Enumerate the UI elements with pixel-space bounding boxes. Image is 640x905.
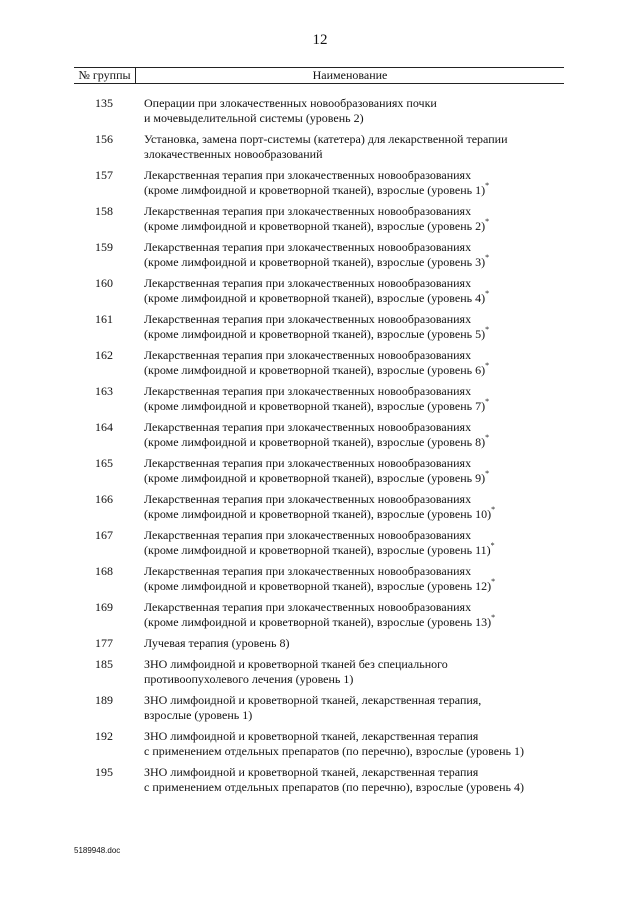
group-name xyxy=(134,384,564,414)
table-row xyxy=(74,168,564,198)
group-name-line xyxy=(144,132,564,147)
group-name-text: (кроме лимфоидной и кроветворной тканей), взрослые (уровень 9) xyxy=(144,471,486,485)
group-name-line xyxy=(144,471,564,486)
table-row xyxy=(74,132,564,162)
group-name-text: Лекарственная терапия при злокачественных новообразованиях xyxy=(144,168,472,182)
group-name-text: (кроме лимфоидной и кроветворной тканей), взрослые (уровень 12) xyxy=(144,579,492,593)
group-name-line xyxy=(144,492,564,507)
group-name-line xyxy=(144,96,564,111)
table-row xyxy=(74,528,564,558)
group-name-text: ЗНО лимфоидной и кроветворной тканей, лекарственная терапия, xyxy=(144,693,482,707)
group-name xyxy=(134,657,564,687)
table-row xyxy=(74,96,564,126)
group-name-text: с применением отдельных препаратов (по перечню), взрослые (уровень 4) xyxy=(144,780,524,794)
group-name-text: взрослые (уровень 1) xyxy=(144,708,253,722)
group-name-line xyxy=(144,744,564,759)
footnote-mark: * xyxy=(491,577,496,586)
group-name xyxy=(134,765,564,795)
table-row xyxy=(74,657,564,687)
group-number: 165 xyxy=(95,456,113,470)
group-name-text: Лекарственная терапия при злокачественных новообразованиях xyxy=(144,348,472,362)
group-name-line xyxy=(144,327,564,342)
group-name-text: Лекарственная терапия при злокачественных новообразованиях xyxy=(144,528,472,542)
group-name-line xyxy=(144,708,564,723)
group-name-text: противоопухолевого лечения (уровень 1) xyxy=(144,672,354,686)
group-number: 156 xyxy=(95,132,113,146)
table-row xyxy=(74,240,564,270)
group-name-text: Лекарственная терапия при злокачественных новообразованиях xyxy=(144,276,472,290)
group-name-line xyxy=(144,528,564,543)
group-name-text: Лекарственная терапия при злокачественных новообразованиях xyxy=(144,600,472,614)
group-name-text: Лекарственная терапия при злокачественных новообразованиях xyxy=(144,456,472,470)
table-row xyxy=(74,636,564,651)
group-name-line xyxy=(144,384,564,399)
page-number: 12 xyxy=(312,32,328,48)
group-number: 163 xyxy=(95,384,113,398)
group-name-text: Лекарственная терапия при злокачественных новообразованиях xyxy=(144,564,472,578)
table-row xyxy=(74,312,564,342)
group-name xyxy=(134,276,564,306)
table-row xyxy=(74,765,564,795)
group-name-text: Лекарственная терапия при злокачественных новообразованиях xyxy=(144,492,472,506)
header-rule-bottom xyxy=(74,83,564,84)
group-name-text: (кроме лимфоидной и кроветворной тканей), взрослые (уровень 1) xyxy=(144,183,486,197)
group-name xyxy=(134,456,564,486)
group-name-text: (кроме лимфоидной и кроветворной тканей), взрослые (уровень 8) xyxy=(144,435,486,449)
group-name-text: (кроме лимфоидной и кроветворной тканей), взрослые (уровень 4) xyxy=(144,291,486,305)
table-row xyxy=(74,600,564,630)
group-name-line xyxy=(144,363,564,378)
group-number: 157 xyxy=(95,168,113,182)
group-name xyxy=(134,492,564,522)
group-name xyxy=(134,564,564,594)
group-number: 177 xyxy=(95,636,113,650)
footnote-mark: * xyxy=(485,253,490,262)
footnote-mark: * xyxy=(485,217,490,226)
footnote-mark: * xyxy=(485,397,490,406)
group-name-line xyxy=(144,183,564,198)
group-number: 164 xyxy=(95,420,113,434)
group-name xyxy=(134,96,564,126)
group-name-text: Лекарственная терапия при злокачественных новообразованиях xyxy=(144,420,472,434)
group-name xyxy=(134,348,564,378)
group-name xyxy=(134,420,564,450)
group-name xyxy=(134,693,564,723)
table-row xyxy=(74,492,564,522)
group-name-line xyxy=(144,729,564,744)
table-row xyxy=(74,693,564,723)
group-name-text: Установка, замена порт-системы (катетера) для лекарственной терапии xyxy=(144,132,508,146)
footer-filename: 5189948.doc xyxy=(74,846,121,855)
footnote-mark: * xyxy=(485,361,490,370)
group-name-text: Лекарственная терапия при злокачественных новообразованиях xyxy=(144,384,472,398)
footnote-mark: * xyxy=(491,505,496,514)
group-name xyxy=(134,240,564,270)
group-name-text: злокачественных новообразований xyxy=(144,147,323,161)
footnote-mark: * xyxy=(485,289,490,298)
group-name-text: (кроме лимфоидной и кроветворной тканей), взрослые (уровень 11) xyxy=(144,543,491,557)
group-name-line xyxy=(144,435,564,450)
group-name-line xyxy=(144,564,564,579)
group-name xyxy=(134,600,564,630)
group-name-line xyxy=(144,399,564,414)
group-name-text: ЗНО лимфоидной и кроветворной тканей, лекарственная терапия xyxy=(144,729,479,743)
group-name-line xyxy=(144,579,564,594)
group-name-line xyxy=(144,420,564,435)
group-name-line xyxy=(144,348,564,363)
group-name-text: (кроме лимфоидной и кроветворной тканей), взрослые (уровень 3) xyxy=(144,255,486,269)
group-name-line xyxy=(144,312,564,327)
group-name-line xyxy=(144,276,564,291)
group-name xyxy=(134,636,564,651)
table-row xyxy=(74,276,564,306)
table-row xyxy=(74,348,564,378)
group-name xyxy=(134,168,564,198)
group-name-line xyxy=(144,255,564,270)
group-number: 160 xyxy=(95,276,113,290)
group-name-text: и мочевыделительной системы (уровень 2) xyxy=(144,111,364,125)
group-number: 161 xyxy=(95,312,113,326)
table-row xyxy=(74,564,564,594)
group-name-text: с применением отдельных препаратов (по перечню), взрослые (уровень 1) xyxy=(144,744,524,758)
footnote-mark: * xyxy=(485,325,490,334)
footnote-mark: * xyxy=(485,469,490,478)
group-name-line xyxy=(144,693,564,708)
footnote-mark: * xyxy=(490,541,495,550)
group-name-line xyxy=(144,672,564,687)
group-name-line xyxy=(144,507,564,522)
group-number: 168 xyxy=(95,564,113,578)
footnote-mark: * xyxy=(491,613,496,622)
group-name-line xyxy=(144,204,564,219)
group-name-text: Операции при злокачественных новообразованиях почки xyxy=(144,96,437,110)
group-name-line xyxy=(144,615,564,630)
group-name-text: ЗНО лимфоидной и кроветворной тканей, лекарственная терапия xyxy=(144,765,479,779)
group-number: 185 xyxy=(95,657,113,671)
group-number: 135 xyxy=(95,96,113,110)
group-name-line xyxy=(144,147,564,162)
group-name-text: (кроме лимфоидной и кроветворной тканей), взрослые (уровень 13) xyxy=(144,615,492,629)
group-name-line xyxy=(144,219,564,234)
group-number: 159 xyxy=(95,240,113,254)
group-name-text: (кроме лимфоидной и кроветворной тканей), взрослые (уровень 10) xyxy=(144,507,492,521)
group-number: 195 xyxy=(95,765,113,779)
footnote-mark: * xyxy=(485,433,490,442)
group-name xyxy=(134,132,564,162)
header-group-number: № группы xyxy=(78,68,131,82)
group-name-line xyxy=(144,636,564,651)
group-name xyxy=(134,204,564,234)
group-name xyxy=(134,312,564,342)
group-name-line xyxy=(144,456,564,471)
header-name: Наименование xyxy=(312,68,388,82)
group-number: 189 xyxy=(95,693,113,707)
group-name-line xyxy=(144,780,564,795)
footnote-mark: * xyxy=(485,181,490,190)
group-number: 167 xyxy=(95,528,113,542)
table-row xyxy=(74,729,564,759)
group-name-text: (кроме лимфоидной и кроветворной тканей), взрослые (уровень 5) xyxy=(144,327,486,341)
group-number: 166 xyxy=(95,492,113,506)
group-name xyxy=(134,528,564,558)
group-name-text: (кроме лимфоидной и кроветворной тканей), взрослые (уровень 6) xyxy=(144,363,486,377)
group-name-line xyxy=(144,657,564,672)
group-name-line xyxy=(144,291,564,306)
group-number: 192 xyxy=(95,729,113,743)
group-name xyxy=(134,729,564,759)
group-name-text: (кроме лимфоидной и кроветворной тканей), взрослые (уровень 7) xyxy=(144,399,486,413)
group-name-text: Лекарственная терапия при злокачественных новообразованиях xyxy=(144,204,472,218)
table-row xyxy=(74,384,564,414)
group-name-line xyxy=(144,600,564,615)
table-row xyxy=(74,456,564,486)
group-name-text: Лекарственная терапия при злокачественных новообразованиях xyxy=(144,240,472,254)
group-name-line xyxy=(144,168,564,183)
table-row xyxy=(74,420,564,450)
group-name-line xyxy=(144,111,564,126)
table-row xyxy=(74,204,564,234)
table-header xyxy=(74,67,564,84)
group-name-text: Лучевая терапия (уровень 8) xyxy=(144,636,290,650)
group-name-text: ЗНО лимфоидной и кроветворной тканей без специального xyxy=(144,657,448,671)
group-name-line xyxy=(144,240,564,255)
group-list xyxy=(74,96,564,801)
group-name-line xyxy=(144,543,564,558)
group-number: 158 xyxy=(95,204,113,218)
group-number: 162 xyxy=(95,348,113,362)
group-name-text: (кроме лимфоидной и кроветворной тканей), взрослые (уровень 2) xyxy=(144,219,486,233)
group-number: 169 xyxy=(95,600,113,614)
group-name-line xyxy=(144,765,564,780)
group-name-text: Лекарственная терапия при злокачественных новообразованиях xyxy=(144,312,472,326)
